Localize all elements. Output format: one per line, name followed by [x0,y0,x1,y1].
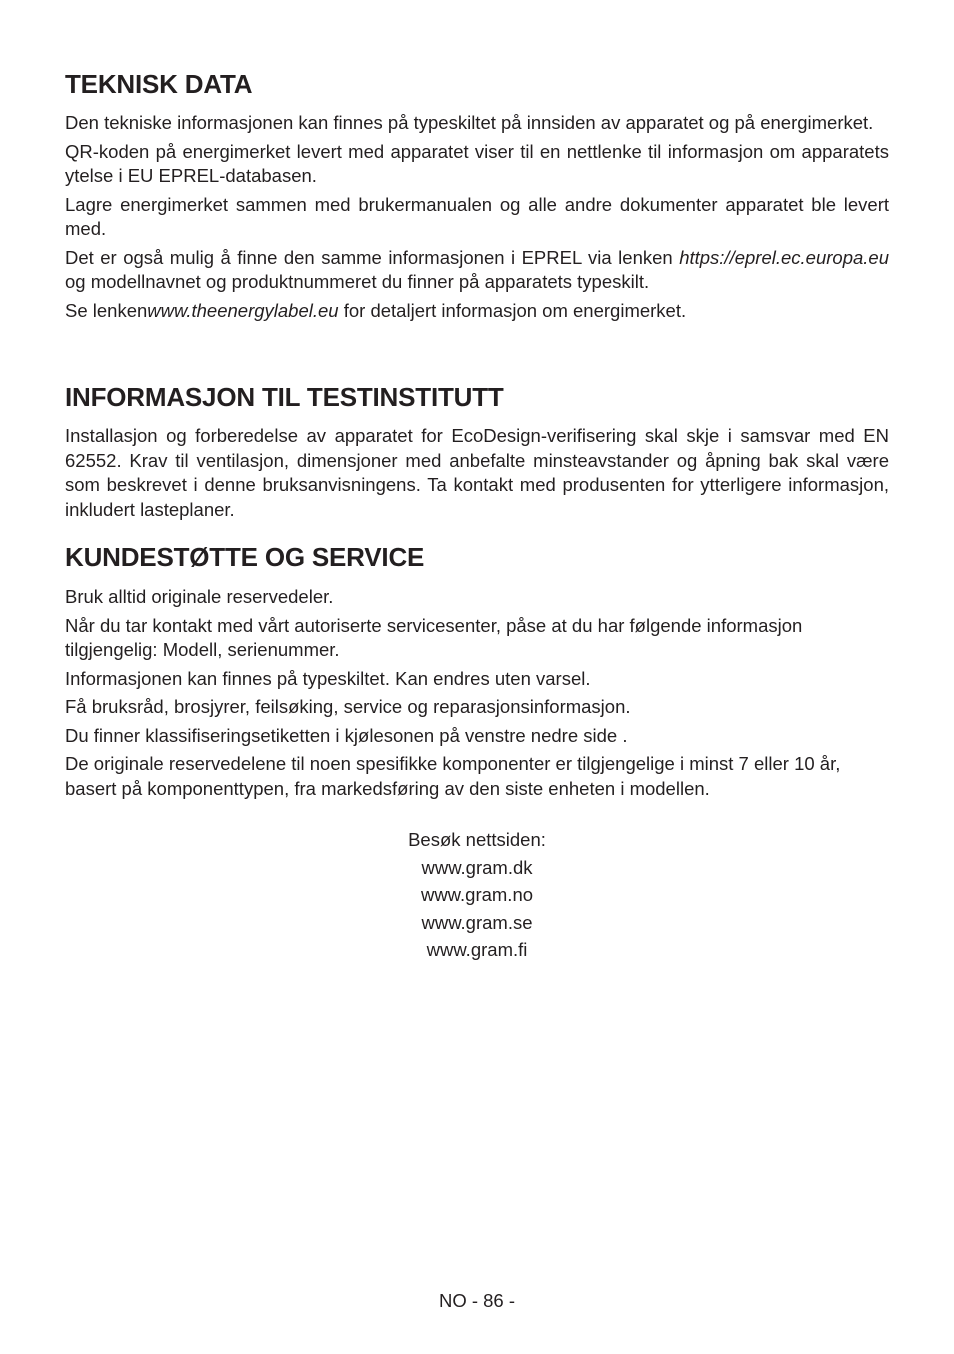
teknisk-data-heading: TEKNISK DATA [65,69,253,99]
kundestotte-paragraph-1: Bruk alltid originale reservedeler. [65,586,334,607]
kundestotte-paragraph-2: Når du tar kontakt med vårt autoriserte servicesenter, påse at du har følgende informasjon tilgjengelig: Modell, serienummer. [65,614,803,660]
teknisk-paragraph-4 [65,246,889,295]
teknisk-data-section [65,111,889,323]
page-number: NO - 86 - [438,1290,516,1311]
visit-label: Besøk nettsiden: [408,829,546,850]
website-link-fi[interactable]: www.gram.fi [426,939,528,960]
teknisk-paragraph-1: Den tekniske informasjonen kan finnes på typeskiltet på innsiden av apparatet og på energimerket. [65,112,874,133]
kundestotte-paragraph-6: De originale reservedelene til noen spesifikke komponenter er tilgjengelige i minst 7 eller 10 år, basert på komponenttypen, fra markedsføring av den siste enheten i modellen. [65,753,841,799]
testinstitutt-paragraph: Installasjon og forberedelse av apparatet for EcoDesign-verifisering skal skje i samsvar med EN 62552. Krav til ventilasjon, dimensjoner med anbefalte minsteavstander og åpning bak skal være som beskrevet i denne bruksanvisningens. Ta kontakt med produsenten for ytterligere informasjon, inkludert lasteplaner. [65,425,889,520]
teknisk-paragraph-4-start: Det er også mulig å finne den samme informasjonen i EPREL via lenken [65,246,680,268]
kundestotte-section [65,585,889,801]
website-link-se[interactable]: www.gram.se [421,911,533,933]
website-link-no[interactable]: www.gram.no [420,884,534,905]
eprel-link[interactable]: https://eprel.ec.europa.eu [679,246,889,268]
teknisk-paragraph-3: Lagre energimerket sammen med brukermanualen og alle andre dokumenter apparatet ble levert med. [65,193,889,239]
teknisk-paragraph-5-end: for detaljert informasjon om energimerket. [338,299,687,321]
kundestotte-heading: KUNDESTØTTE OG SERVICE [65,542,425,572]
website-link-dk[interactable]: www.gram.dk [421,856,533,878]
kundestotte-paragraph-5: Du finner klassifiseringsetiketten i kjølesonen på venstre nedre side . [65,724,628,746]
kundestotte-paragraph-3: Informasjonen kan finnes på typeskiltet. Kan endres uten varsel. [65,667,591,689]
visit-block [0,826,954,964]
teknisk-paragraph-2: QR-koden på energimerket levert med apparatet viser til en nettlenke til informasjon om apparatets ytelse i EU EPREL-databasen. [65,140,889,186]
teknisk-paragraph-4-end: og modellnavnet og produktnummeret du finner på apparatets typeskilt. [65,271,650,292]
testinstitutt-heading: INFORMASJON TIL TESTINSTITUTT [65,382,504,412]
testinstitutt-section [65,424,889,522]
kundestotte-paragraph-4: Få bruksråd, brosjyrer, feilsøking, service og reparasjonsinformasjon. [65,696,631,717]
teknisk-paragraph-5-start: Se lenken [65,299,148,321]
teknisk-paragraph-5 [65,299,889,324]
energylabel-link[interactable]: www.theenergylabel.eu [147,299,339,321]
